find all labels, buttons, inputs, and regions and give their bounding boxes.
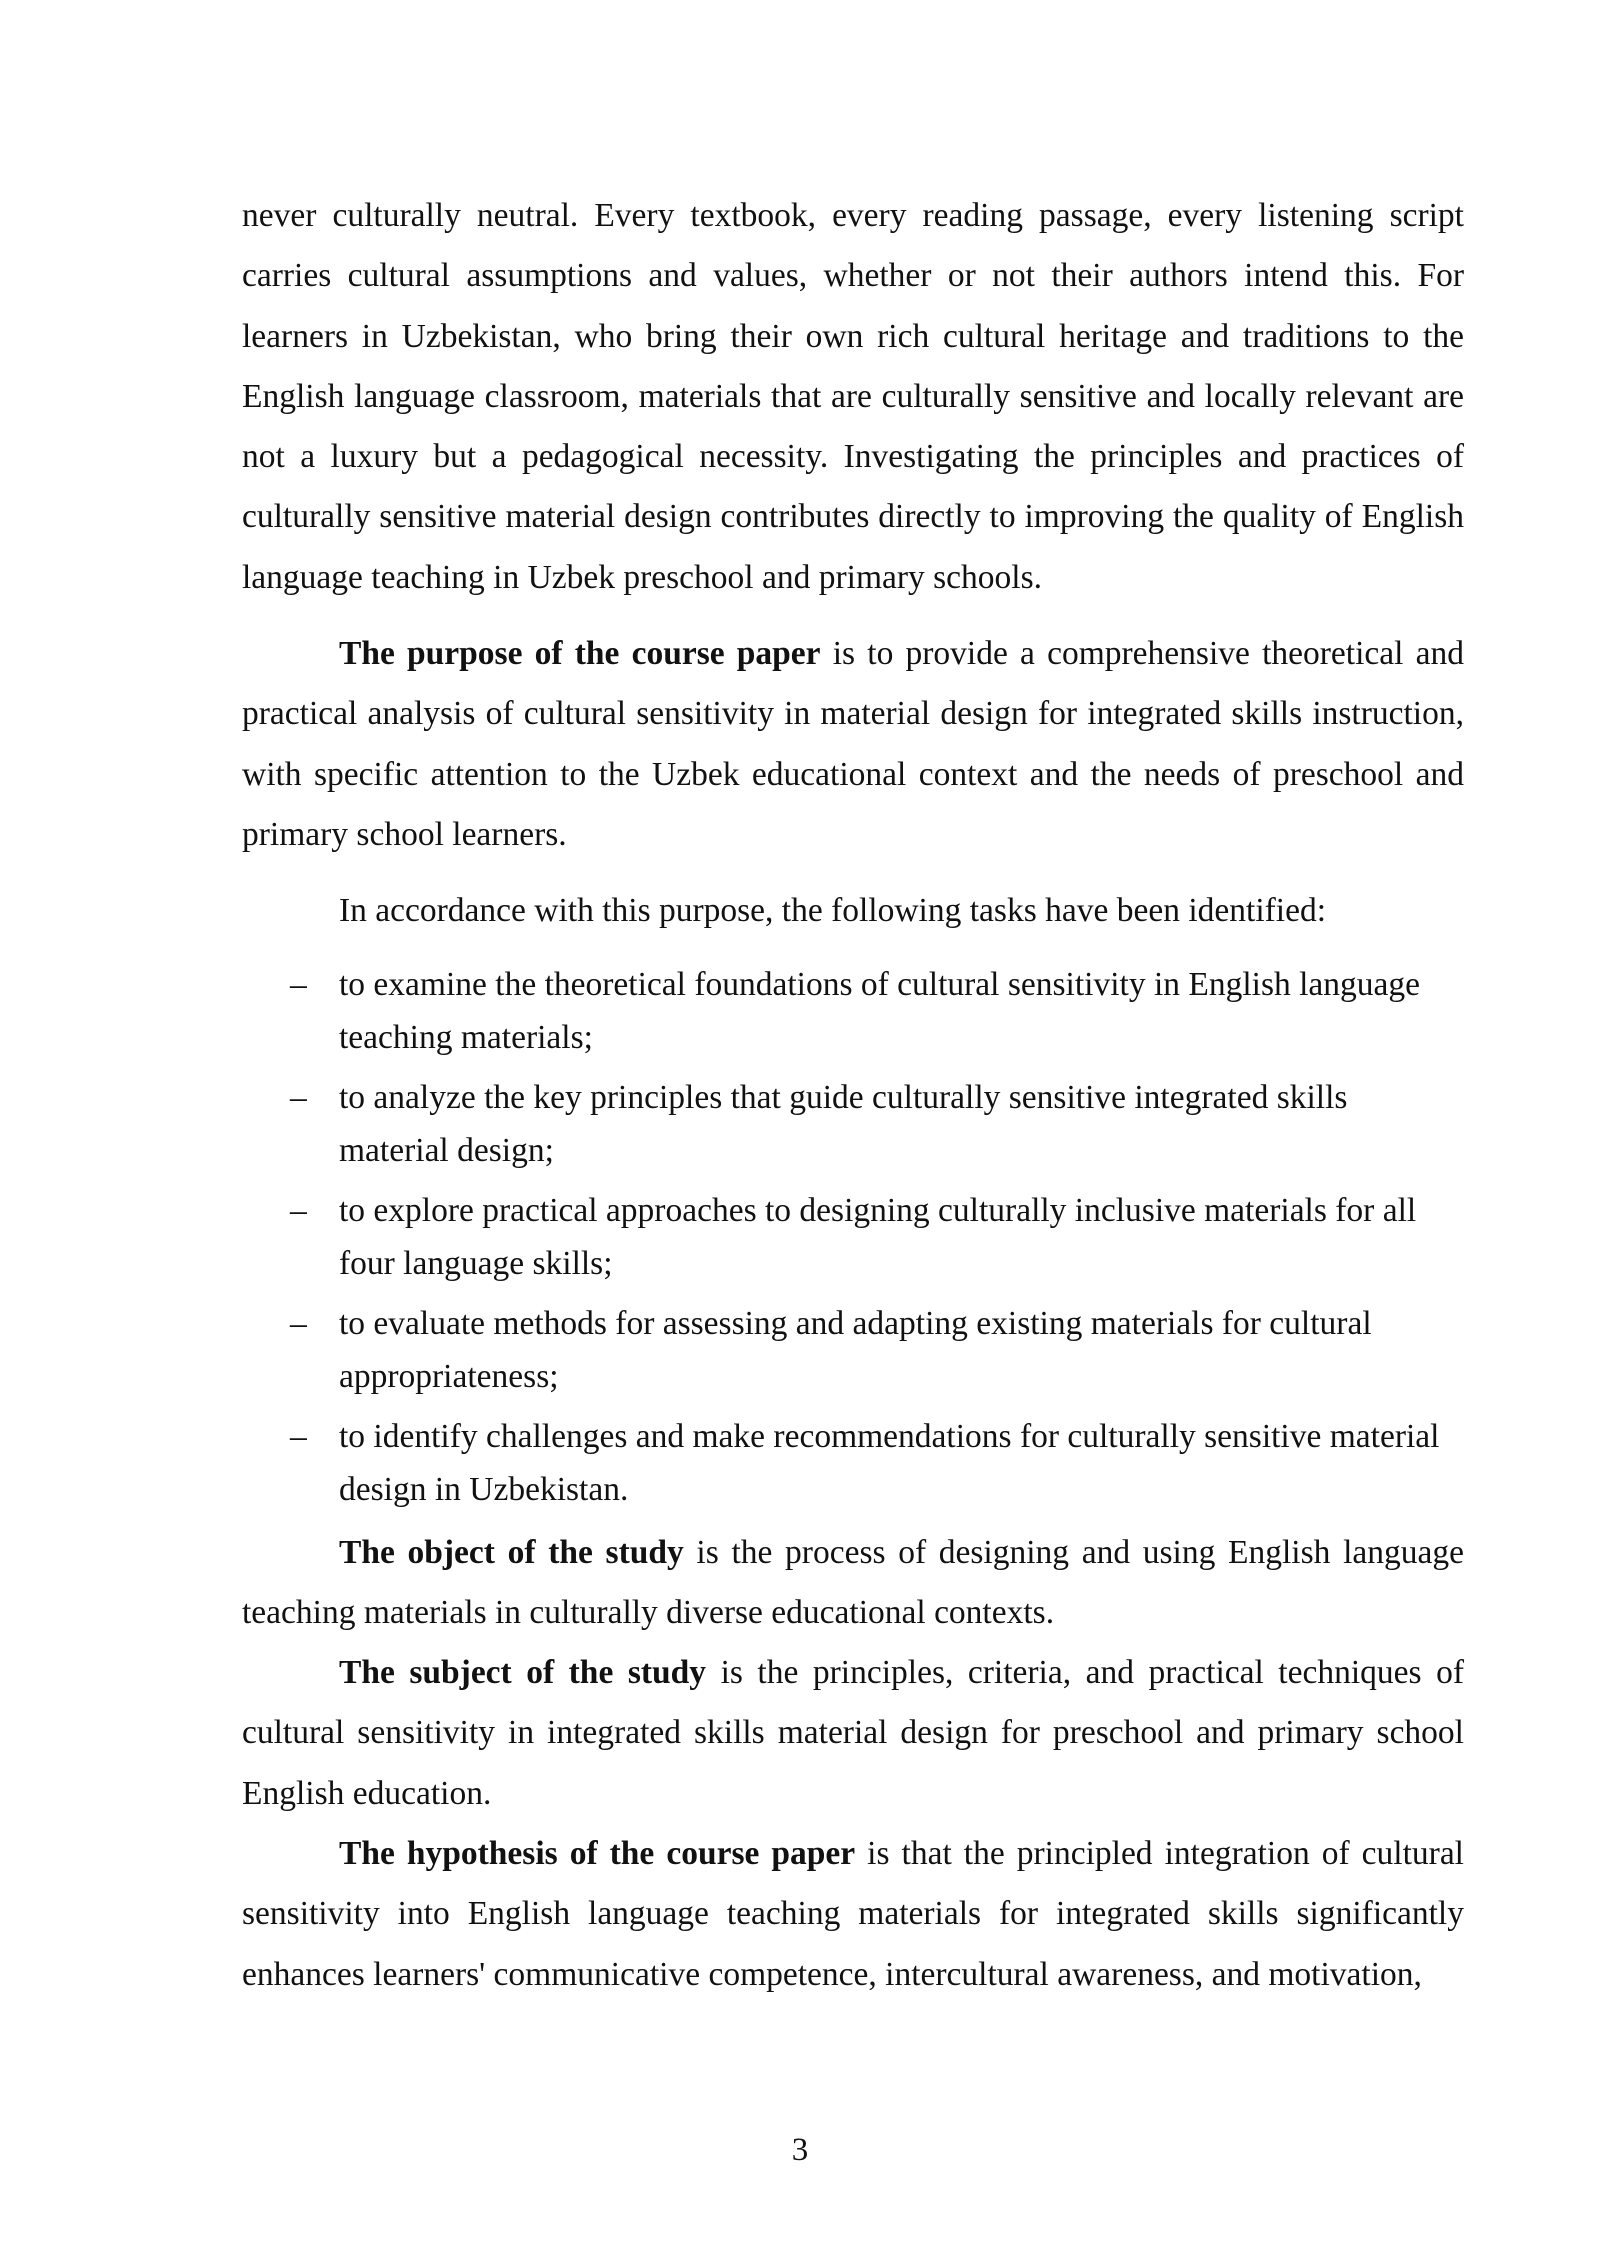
- page-body: [242, 186, 1464, 2005]
- dash-marker: –: [290, 1191, 307, 1229]
- page-number: 3: [791, 2132, 809, 2168]
- subject-paragraph: [242, 1643, 1464, 1824]
- purpose-heading: The purpose of the course paper: [339, 635, 821, 673]
- list-item: [242, 1410, 1464, 1516]
- task-text: to identify challenges and make recommendations for culturally sensitive material design in Uzbekistan.: [339, 1417, 1440, 1508]
- dash-marker: –: [290, 1078, 307, 1116]
- subject-heading: The subject of the study: [339, 1654, 707, 1692]
- subject-text: is the principles, criteria, and practical techniques of cultural sensitivity in integrated skills material design for preschool and primary school English education.: [242, 1654, 1464, 1812]
- object-text: is the process of designing and using English language teaching materials in culturally diverse educational contexts.: [242, 1533, 1464, 1631]
- object-heading: The object of the study: [339, 1533, 684, 1571]
- list-item: [242, 1184, 1464, 1290]
- task-text: to explore practical approaches to designing culturally inclusive materials for all four language skills;: [339, 1191, 1417, 1282]
- hypothesis-paragraph: [242, 1824, 1464, 2005]
- task-text: to analyze the key principles that guide culturally sensitive integrated skills material design;: [339, 1078, 1348, 1169]
- task-text: to evaluate methods for assessing and adapting existing materials for cultural appropriateness;: [339, 1304, 1372, 1395]
- dash-marker: –: [290, 1417, 307, 1455]
- intro-paragraph: never culturally neutral. Every textbook, every reading passage, every listening script carries cultural assumptions and values, whether or not their authors intend this. For learners in Uzbekistan, who bring their own rich cultural heritage and traditions to the English language classroom, materials that are culturally sensitive and locally relevant are not a luxury but a pedagogical necessity. Investigating the principles and practices of culturally sensitive material design contributes directly to improving the quality of English language teaching in Uzbek preschool and primary schools.: [242, 197, 1464, 596]
- purpose-paragraph: [242, 624, 1464, 865]
- list-item: [242, 1297, 1464, 1403]
- list-item: [242, 1071, 1464, 1177]
- purpose-text: is to provide a comprehensive theoretical and practical analysis of cultural sensitivity in material design for integrated skills instruction, with specific attention to the Uzbek educational context and the needs of preschool and primary school learners.: [242, 635, 1464, 853]
- hypothesis-text: is that the principled integration of cultural sensitivity into English language teaching materials for integrated skills significantly enhances learners' communicative competence, intercultural awareness, and motivation,: [242, 1835, 1464, 1993]
- tasks-intro-paragraph: In accordance with this purpose, the following tasks have been identified:: [339, 892, 1327, 930]
- object-paragraph: [242, 1523, 1464, 1644]
- task-text: to examine the theoretical foundations of cultural sensitivity in English language teaching materials;: [339, 965, 1421, 1056]
- dash-marker: –: [290, 1304, 307, 1342]
- task-list: [242, 958, 1464, 1516]
- dash-marker: –: [290, 965, 307, 1003]
- hypothesis-heading: The hypothesis of the course paper: [339, 1835, 856, 1873]
- list-item: [242, 958, 1464, 1064]
